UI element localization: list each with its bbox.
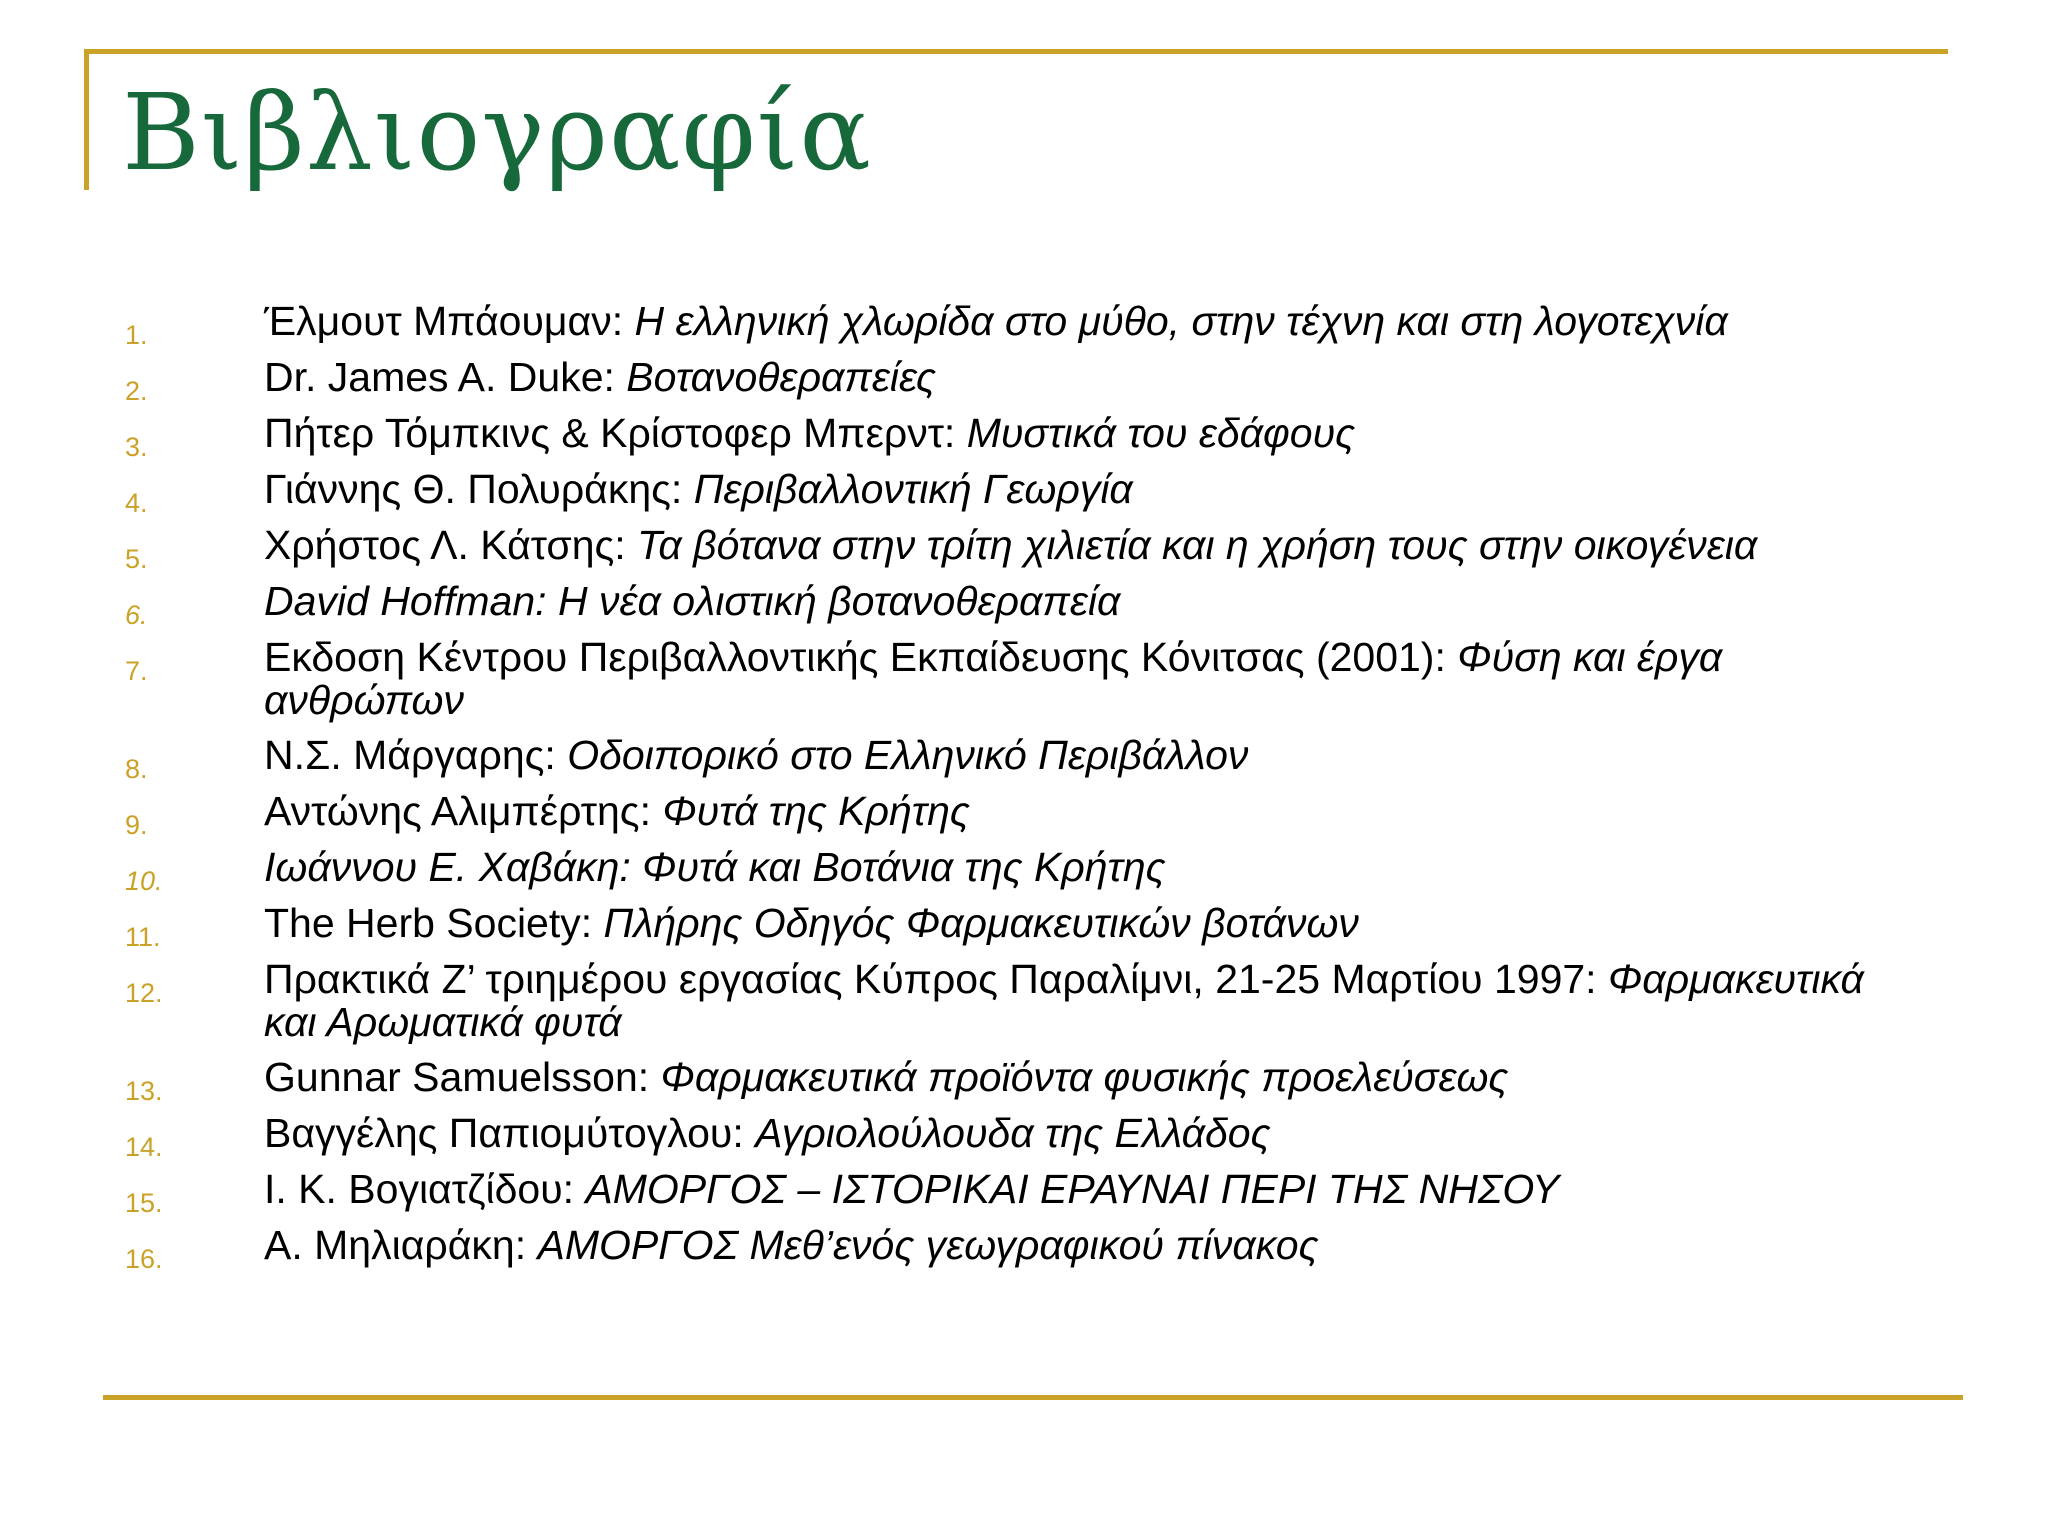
item-title: ΑΜΟΡΓΟΣ Μεθ’ενός γεωγραφικού πίνακος bbox=[537, 1222, 1319, 1268]
item-text bbox=[264, 412, 1924, 455]
bibliography-item bbox=[0, 1054, 2048, 1106]
item-text bbox=[264, 580, 1924, 623]
item-author: The Herb Society: bbox=[264, 900, 604, 946]
item-title: Φαρμακευτικά και Αρωματικά φυτά bbox=[264, 956, 1864, 1045]
item-title: Αγριολούλουδα της Ελλάδος bbox=[755, 1110, 1271, 1156]
item-number: 4. bbox=[125, 488, 148, 518]
bibliography-item bbox=[0, 1222, 2048, 1274]
item-title: Μυστικά του εδάφους bbox=[966, 410, 1356, 456]
item-text bbox=[264, 1112, 1924, 1155]
item-author: Gunnar Samuelsson: bbox=[264, 1054, 661, 1100]
item-author: Πρακτικά Ζ’ τριημέρου εργασίας Κύπρος Παραλίμνι, 21-25 Μαρτίου 1997: bbox=[264, 956, 1608, 1002]
item-text bbox=[264, 468, 1924, 511]
item-title: Πλήρης Οδηγός Φαρμακευτικών βοτάνων bbox=[603, 900, 1359, 946]
item-number: 8. bbox=[125, 754, 148, 784]
item-title: Οδοιπορικό στο Ελληνικό Περιβάλλον bbox=[567, 732, 1249, 778]
slide-title: Βιβλιογραφία bbox=[122, 71, 872, 194]
bibliography-item bbox=[0, 1166, 2048, 1218]
item-author: Ι. Κ. Βογιατζίδου: bbox=[264, 1166, 586, 1212]
item-number: 1. bbox=[125, 320, 148, 350]
left-accent-rule bbox=[84, 49, 89, 190]
bibliography-item bbox=[0, 466, 2048, 518]
bibliography-item bbox=[0, 958, 2048, 1044]
item-title: Φυτά της Κρήτης bbox=[662, 788, 970, 834]
item-text bbox=[264, 1168, 1924, 1211]
item-title: Βοτανοθεραπείες bbox=[626, 354, 936, 400]
item-text bbox=[264, 1056, 1924, 1099]
bibliography-item bbox=[0, 410, 2048, 462]
item-number: 15. bbox=[125, 1188, 163, 1218]
item-number: 13. bbox=[125, 1076, 163, 1106]
item-title: Περιβαλλοντική Γεωργία bbox=[693, 466, 1133, 512]
item-author: Γιάννης Θ. Πολυράκης: bbox=[264, 466, 694, 512]
item-text bbox=[264, 734, 1924, 777]
item-number: 2. bbox=[125, 376, 148, 406]
bibliography-item bbox=[0, 900, 2048, 952]
bottom-accent-rule bbox=[103, 1395, 1963, 1400]
item-text bbox=[264, 356, 1924, 399]
item-author: Βαγγέλης Παπιομύτογλου: bbox=[264, 1110, 756, 1156]
item-title: Η νέα ολιστική βοτανοθεραπεία bbox=[557, 578, 1121, 624]
bibliography-item bbox=[0, 522, 2048, 574]
bibliography-item bbox=[0, 788, 2048, 840]
item-title: Φύση και έργα ανθρώπων bbox=[264, 634, 1723, 723]
item-number: 6. bbox=[125, 600, 148, 630]
top-accent-rule bbox=[84, 49, 1948, 54]
item-text bbox=[264, 902, 1924, 945]
item-title: Τα βότανα στην τρίτη χιλιετία και η χρήση τους στην οικογένεια bbox=[637, 522, 1758, 568]
item-author: Πήτερ Τόμπκινς & Κρίστοφερ Μπερντ: bbox=[264, 410, 967, 456]
item-number: 5. bbox=[125, 544, 148, 574]
item-author: Α. Μηλιαράκη: bbox=[264, 1222, 538, 1268]
bibliography-item bbox=[0, 636, 2048, 722]
bibliography-item bbox=[0, 1110, 2048, 1162]
item-author: Dr. James A. Duke: bbox=[264, 354, 627, 400]
item-author: Ν.Σ. Μάργαρης: bbox=[264, 732, 568, 778]
bibliography-item bbox=[0, 578, 2048, 630]
item-title: Φαρμακευτικά προϊόντα φυσικής προελεύσεως bbox=[660, 1054, 1509, 1100]
item-text bbox=[264, 790, 1924, 833]
item-title: ΑΜΟΡΓΟΣ – ΙΣΤΟΡΙΚΑΙ ΕΡΑΥΝΑΙ ΠΕΡΙ ΤΗΣ ΝΗΣΟΥ bbox=[585, 1166, 1560, 1212]
item-text bbox=[264, 524, 1924, 567]
item-text bbox=[264, 1224, 1924, 1267]
item-text bbox=[264, 636, 1924, 722]
item-number: 10. bbox=[125, 866, 163, 896]
bibliography-list bbox=[0, 300, 2048, 1280]
item-number: 3. bbox=[125, 432, 148, 462]
item-author: Έλμουτ Μπάουμαν: bbox=[264, 298, 635, 344]
item-number: 7. bbox=[125, 656, 148, 686]
item-text bbox=[264, 300, 1924, 343]
bibliography-item bbox=[0, 844, 2048, 896]
bibliography-item bbox=[0, 732, 2048, 784]
item-text bbox=[264, 958, 1924, 1044]
item-author: Ιωάννου Ε. Χαβάκη: bbox=[264, 844, 643, 890]
item-number: 14. bbox=[125, 1132, 163, 1162]
item-number: 16. bbox=[125, 1244, 163, 1274]
item-title: Η ελληνική χλωρίδα στο μύθο, στην τέχνη και στη λογοτεχνία bbox=[634, 298, 1728, 344]
item-text bbox=[264, 846, 1924, 889]
item-author: David Hoffman: bbox=[264, 578, 558, 624]
item-author: Αντώνης Αλιμπέρτης: bbox=[264, 788, 663, 834]
item-number: 11. bbox=[125, 922, 161, 952]
item-number: 12. bbox=[125, 978, 163, 1008]
item-author: Χρήστος Λ. Κάτσης: bbox=[264, 522, 638, 568]
bibliography-item bbox=[0, 354, 2048, 406]
item-number: 9. bbox=[125, 810, 148, 840]
item-title: Φυτά και Βοτάνια της Κρήτης bbox=[642, 844, 1166, 890]
item-author: Εκδοση Κέντρου Περιβαλλοντικής Εκπαίδευσης Κόνιτσας (2001): bbox=[264, 634, 1458, 680]
bibliography-item bbox=[0, 298, 2048, 350]
